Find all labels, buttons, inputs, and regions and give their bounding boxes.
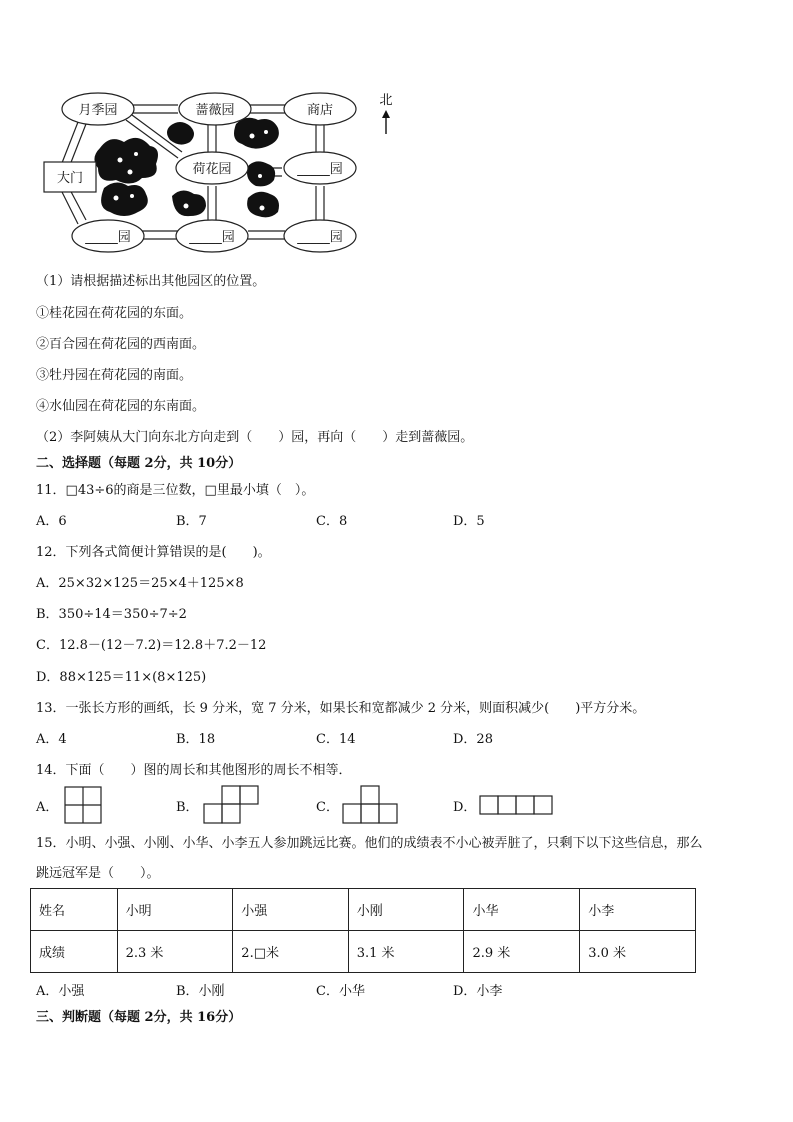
q14-option-a[interactable]: A． xyxy=(36,800,59,815)
q13-stem: 13．一张长方形的画纸，长 9 分米，宽 7 分米，如果长和宽都减少 2 分米，则面积减少( )平方分米。 xyxy=(36,701,646,716)
part1-q1: （1）请根据描述标出其他园区的位置。 xyxy=(36,274,266,289)
q15-stem-line-2: 跳远冠军是（ ）。 xyxy=(36,866,160,881)
map-qiangwei-label: 蔷薇园 xyxy=(195,103,235,118)
map-blank-southeast-label: _____园 xyxy=(297,230,343,245)
table-cell: 3.0 米 xyxy=(580,931,696,973)
table-cell: 姓名 xyxy=(31,889,118,931)
table-cell: 小华 xyxy=(464,889,580,931)
q15-option-d[interactable]: D．小李 xyxy=(453,984,503,999)
part1-item-4: ④水仙园在荷花园的东南面。 xyxy=(36,399,206,414)
q12-option-c[interactable]: C．12.8－(12－7.2)＝12.8＋7.2－12 xyxy=(36,638,267,653)
q13-option-c[interactable]: C．14 xyxy=(316,732,356,747)
map-blank-southwest-label: _____园 xyxy=(85,230,131,245)
table-cell: 小明 xyxy=(117,889,233,931)
map-shop-label: 商店 xyxy=(306,103,334,118)
table-cell: 小刚 xyxy=(348,889,464,931)
q14-option-d[interactable]: D． xyxy=(453,800,477,815)
q15-option-c[interactable]: C．小华 xyxy=(316,984,365,999)
map-blank-south-label: _____园 xyxy=(189,230,235,245)
q12-option-b[interactable]: B．350÷14＝350÷7÷2 xyxy=(36,607,187,622)
q11-option-a[interactable]: A．6 xyxy=(36,514,67,529)
q14-figure-a xyxy=(64,786,102,824)
q13-option-d[interactable]: D．28 xyxy=(453,732,493,747)
table-cell: 2.3 米 xyxy=(117,931,233,973)
table-cell: 3.1 米 xyxy=(348,931,464,973)
section-2-heading: 二、选择题（每题 2分，共 10分） xyxy=(36,456,242,471)
part1-item-2: ②百合园在荷花园的西南面。 xyxy=(36,337,206,352)
section-3-heading: 三、判断题（每题 2分，共 16分） xyxy=(36,1010,242,1025)
table-cell: 2.□米 xyxy=(233,931,348,973)
map-yueji-label: 月季园 xyxy=(78,103,118,118)
q14-option-b[interactable]: B． xyxy=(176,800,199,815)
q15-option-a[interactable]: A．小强 xyxy=(36,984,85,999)
q13-option-a[interactable]: A．4 xyxy=(36,732,67,747)
q14-figure-c xyxy=(341,785,399,825)
q12-option-d[interactable]: D．88×125＝11×(8×125) xyxy=(36,670,207,685)
q14-figure-d xyxy=(478,794,554,816)
q12-stem: 12．下列各式简便计算错误的是( )。 xyxy=(36,545,271,560)
q14-option-c[interactable]: C． xyxy=(316,800,339,815)
map-gate-label: 大门 xyxy=(56,171,84,186)
map-blank-east-label: _____园 xyxy=(297,162,343,177)
q11-option-d[interactable]: D．5 xyxy=(453,514,485,529)
part1-q2: （2）李阿姨从大门向东北方向走到（ ）园，再向（ ）走到蔷薇园。 xyxy=(36,430,474,445)
q14-figure-b xyxy=(202,785,260,825)
q11-option-b[interactable]: B．7 xyxy=(176,514,207,529)
q15-stem-line-1: 15．小明、小强、小刚、小华、小李五人参加跳远比赛。他们的成绩表不小心被弄脏了，只剩下以下这些信息，那么 xyxy=(36,836,703,851)
q15-option-b[interactable]: B．小刚 xyxy=(176,984,225,999)
table-cell: 2.9 米 xyxy=(464,931,580,973)
q13-option-b[interactable]: B．18 xyxy=(176,732,216,747)
score-table xyxy=(30,888,696,973)
table-row xyxy=(31,889,696,931)
part1-item-1: ①桂花园在荷花园的东面。 xyxy=(36,306,193,321)
table-row xyxy=(31,931,696,973)
north-label: 北 xyxy=(379,93,393,108)
table-cell: 成绩 xyxy=(31,931,118,973)
q12-option-a[interactable]: A．25×32×125＝25×4＋125×8 xyxy=(36,576,244,591)
part1-item-3: ③牡丹园在荷花园的南面。 xyxy=(36,368,193,383)
q11-stem: 11．□43÷6的商是三位数，□里最小填（ ）。 xyxy=(36,483,315,498)
table-cell: 小强 xyxy=(233,889,348,931)
table-cell: 小李 xyxy=(580,889,696,931)
map-hehua-label: 荷花园 xyxy=(192,162,232,177)
q11-option-c[interactable]: C．8 xyxy=(316,514,348,529)
garden-map xyxy=(40,88,410,258)
q14-stem: 14．下面（ ）图的周长和其他图形的周长不相等． xyxy=(36,763,352,778)
